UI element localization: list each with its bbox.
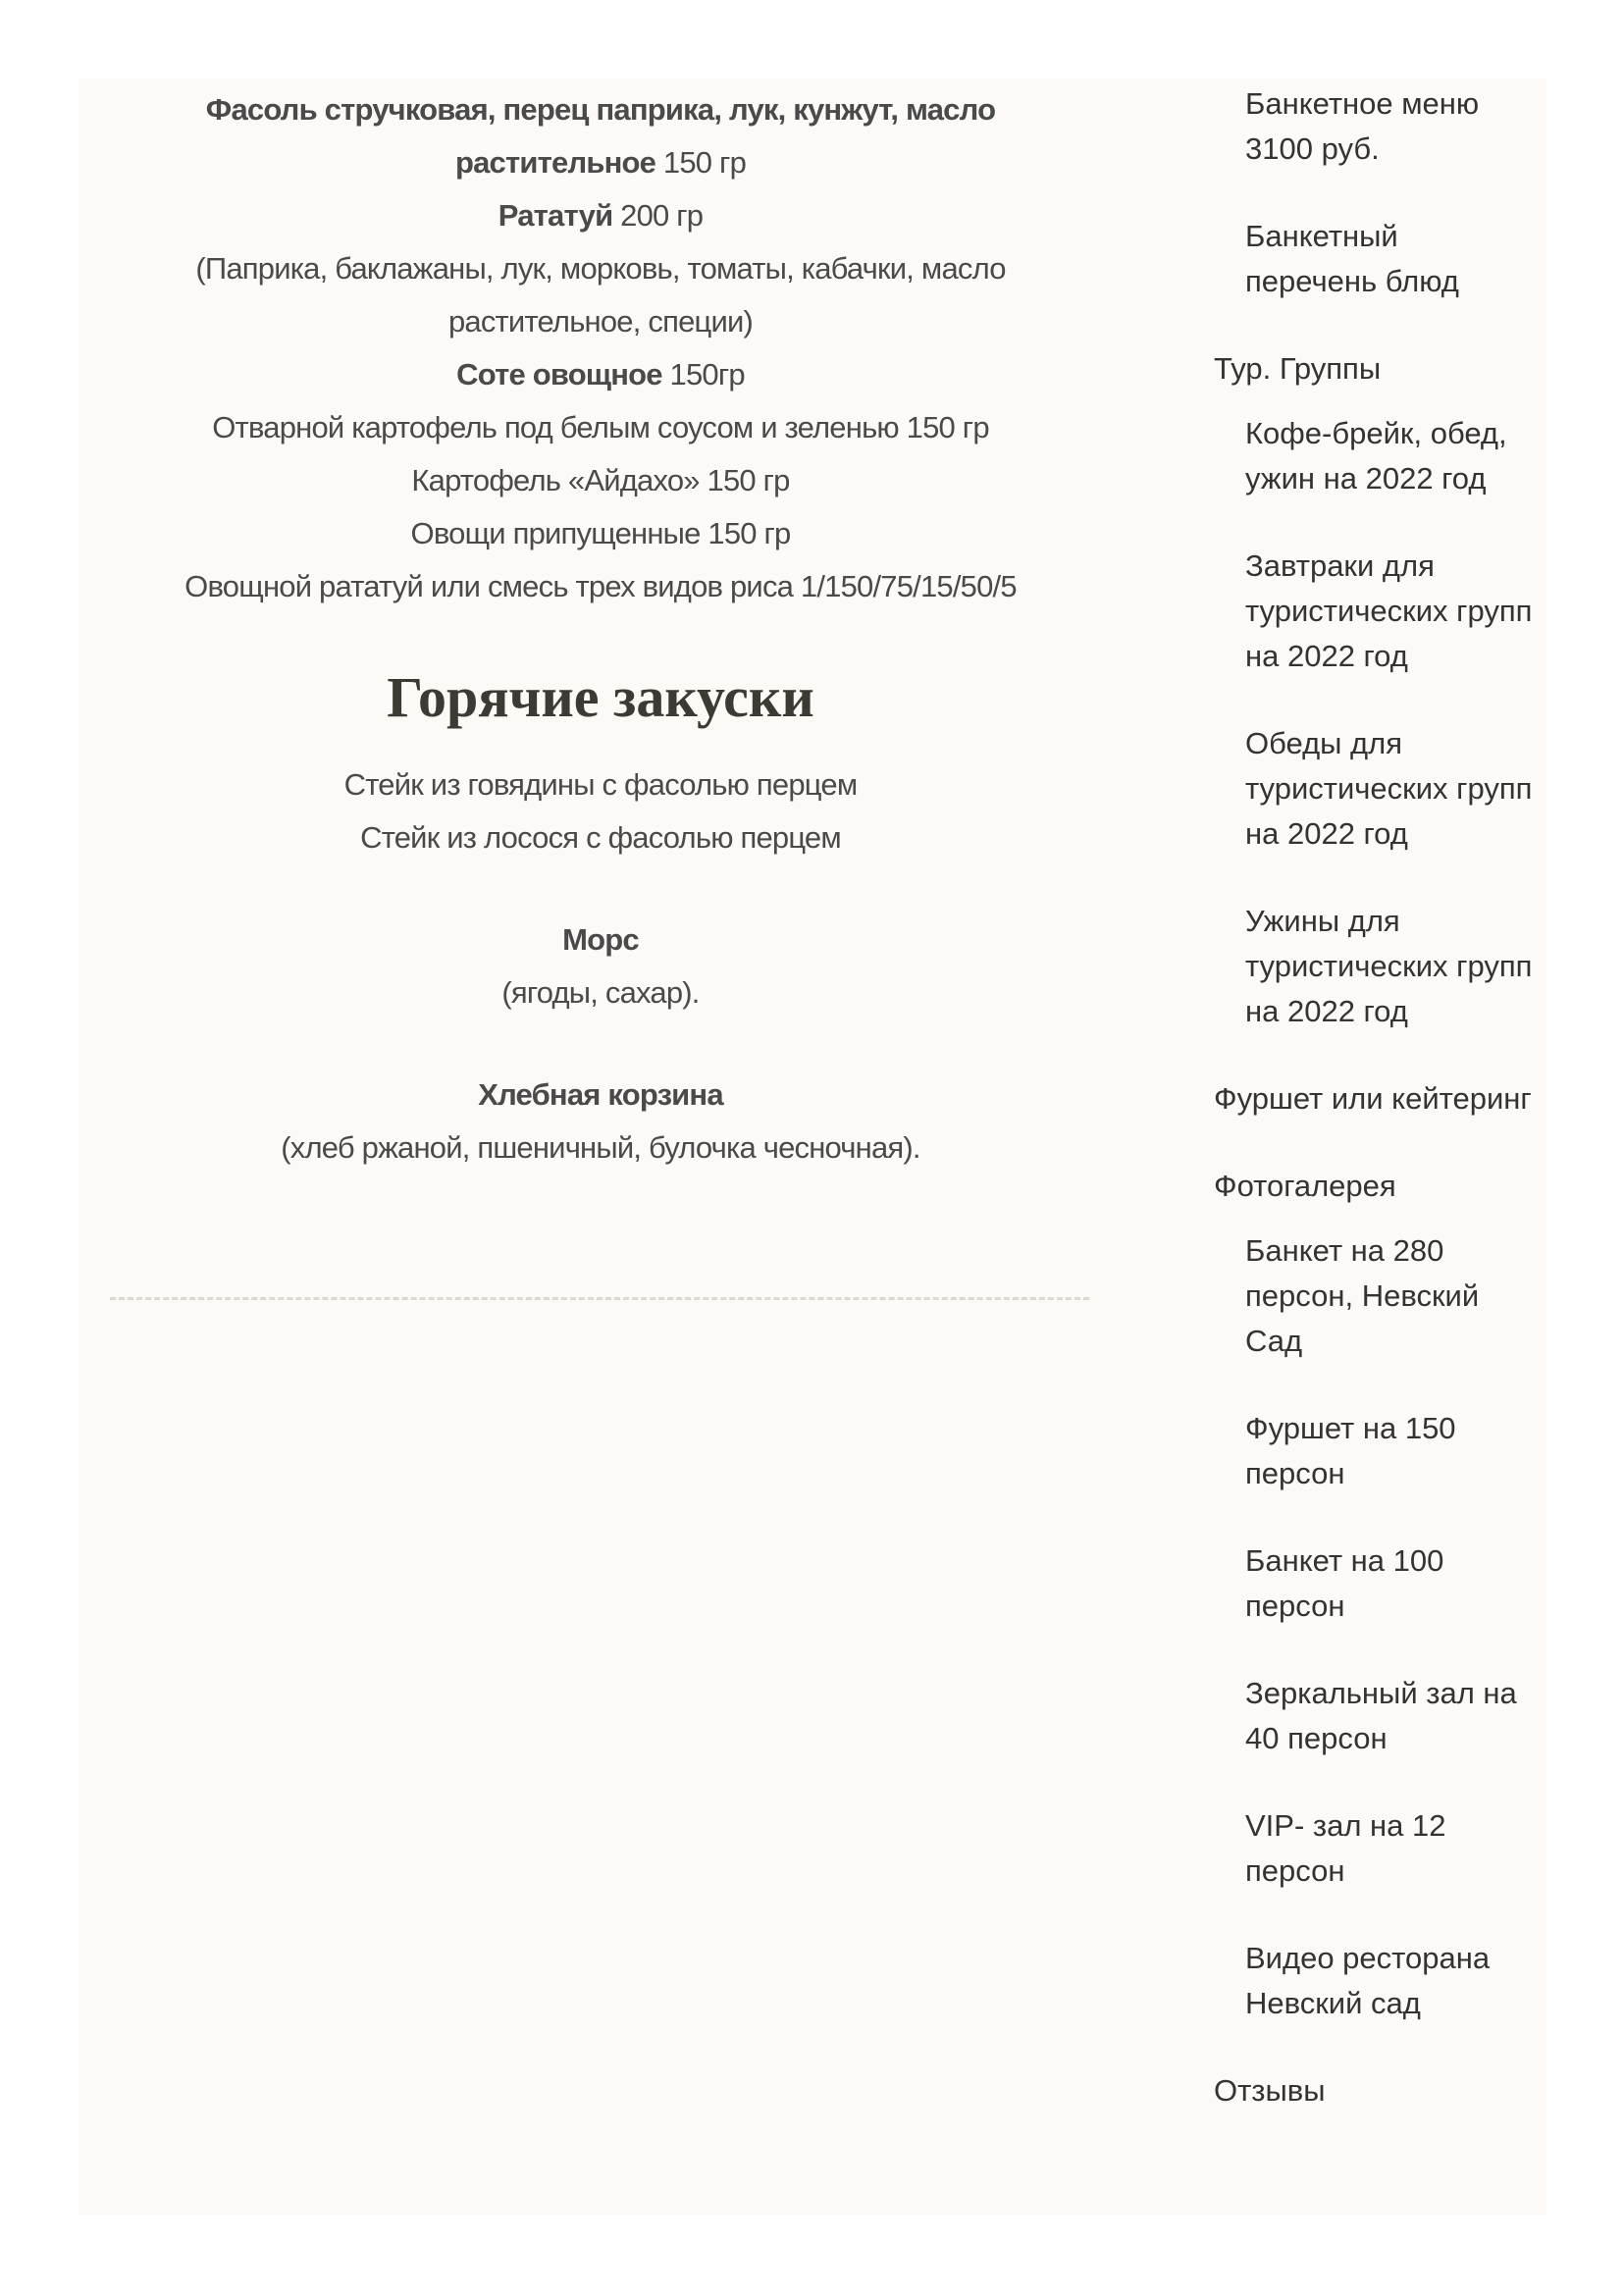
menu-line: растительное, специи): [447, 304, 754, 339]
menu-content: [110, 83, 1091, 1174]
sidebar-item-reviews[interactable]: Отзывы: [1214, 2073, 1326, 2108]
bread-title: Хлебная корзина: [478, 1077, 723, 1112]
menu-line: Картофель «Айдахо» 150 гр: [411, 463, 790, 497]
sidebar-item-banquet-menu[interactable]: Банкетное меню 3100 руб.: [1245, 86, 1480, 166]
sidebar-nav: [1214, 81, 1538, 2156]
sidebar-item-banquet-dish-list[interactable]: Банкетный перечень блюд: [1245, 219, 1459, 298]
menu-line: Стейк из лосося с фасолью перцем: [360, 820, 841, 855]
section-heading-hot-appetizers: Горячие закуски: [387, 665, 814, 729]
sidebar-item-coffee-break[interactable]: Кофе-брейк, обед, ужин на 2022 год: [1245, 416, 1507, 496]
sidebar-item-dinners[interactable]: Ужины для туристических групп на 2022 год: [1245, 904, 1533, 1028]
sidebar-item-banquet-100[interactable]: Банкет на 100 персон: [1245, 1543, 1444, 1623]
bread-desc: (хлеб ржаной, пшеничный, булочка чесночная).: [281, 1130, 920, 1165]
sidebar-item-buffet-150[interactable]: Фуршет на 150 персон: [1245, 1411, 1456, 1490]
sidebar-item-breakfasts[interactable]: Завтраки для туристических групп на 2022 год: [1245, 548, 1533, 673]
menu-line: Овощи припущенные 150 гр: [410, 516, 791, 550]
menu-line: Соте овощное 150гр: [456, 357, 745, 391]
sidebar-item-banquet-280[interactable]: Банкет на 280 персон, Невский Сад: [1245, 1233, 1480, 1358]
menu-line: Фасоль стручковая, перец паприка, лук, кунжут, масло: [205, 92, 996, 127]
sidebar-item-vip-hall[interactable]: VIP- зал на 12 персон: [1245, 1808, 1446, 1888]
section-divider: [110, 1297, 1089, 1300]
sidebar-item-photo-gallery[interactable]: Фотогалерея: [1214, 1169, 1396, 1203]
sidebar-item-lunches[interactable]: Обеды для туристических групп на 2022 год: [1245, 726, 1533, 851]
drink-desc: (ягоды, сахар).: [501, 975, 700, 1010]
sidebar-item-buffet-catering[interactable]: Фуршет или кейтеринг: [1214, 1081, 1532, 1116]
menu-line: Отварной картофель под белым соусом и зеленью 150 гр: [212, 410, 989, 444]
menu-line: Стейк из говядины с фасолью перцем: [343, 767, 858, 802]
sidebar-item-mirror-hall[interactable]: Зеркальный зал на 40 персон: [1245, 1676, 1517, 1755]
menu-line: Овощной рататуй или смесь трех видов риса 1/150/75/15/50/5: [184, 569, 1017, 603]
menu-line: Рататуй 200 гр: [498, 198, 704, 233]
sidebar-item-tour-groups[interactable]: Тур. Группы: [1214, 351, 1382, 386]
menu-line: (Паприка, баклажаны, лук, морковь, томаты, кабачки, масло: [195, 251, 1006, 286]
sidebar-item-restaurant-video[interactable]: Видео ресторана Невский сад: [1245, 1941, 1491, 2020]
menu-line: растительное 150 гр: [454, 145, 747, 180]
drink-title: Морс: [562, 922, 639, 957]
